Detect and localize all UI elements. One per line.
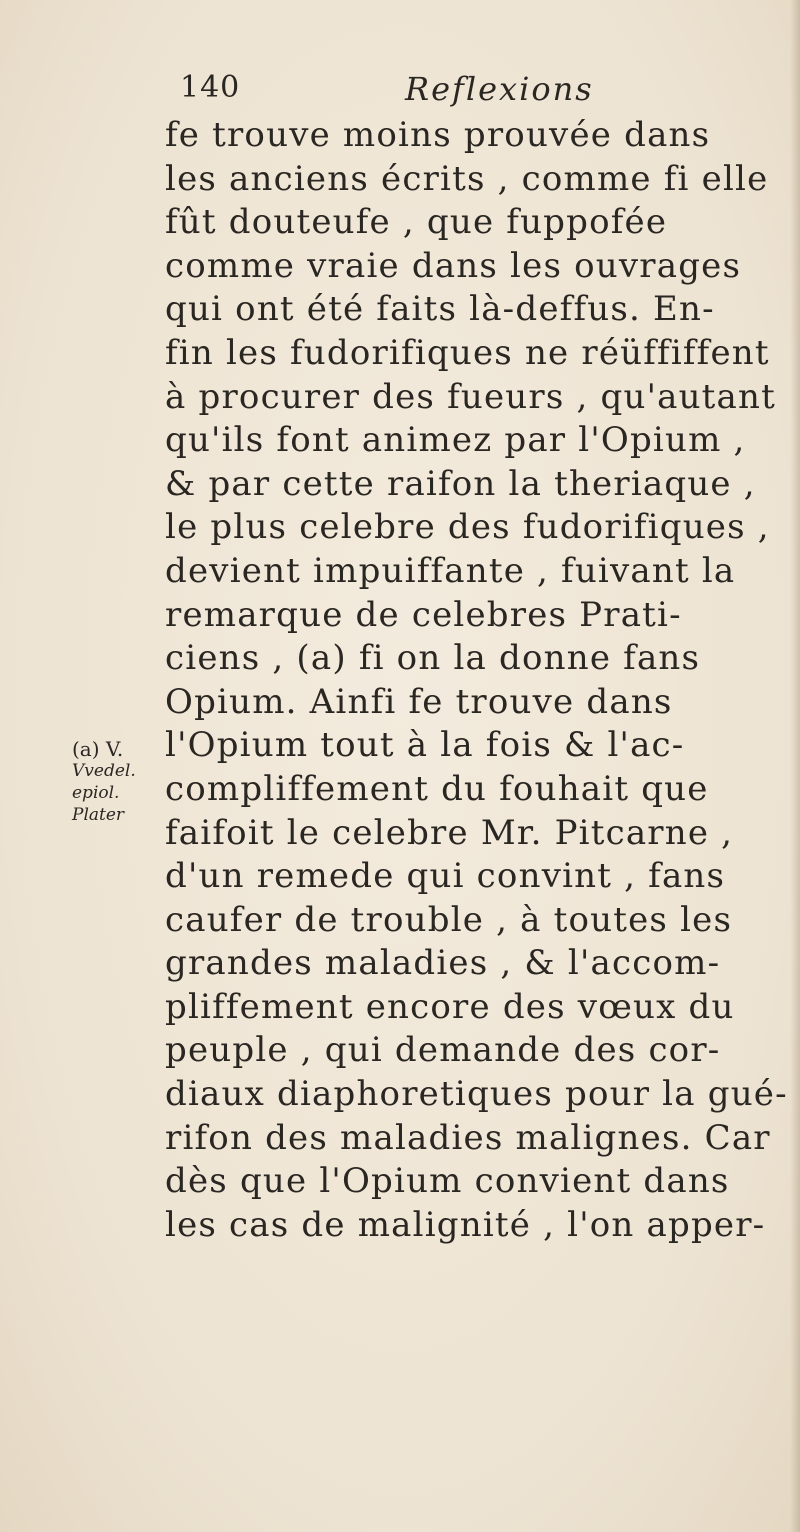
text-line: d'un remede qui convint , fans	[165, 856, 726, 897]
page-header	[180, 70, 760, 110]
text-line: fin les fudorifiques ne réüffiffent	[165, 332, 770, 373]
text-line: comme vraie dans les ouvrages	[165, 245, 742, 286]
text-line: pliffement encore des vœux du	[165, 986, 735, 1027]
text-line: les cas de malignité , l'on apper-	[165, 1204, 766, 1245]
text-line: les anciens écrits , comme fi elle	[165, 158, 769, 199]
text-line: peuple , qui demande des cor-	[165, 1030, 721, 1071]
text-line: ciens , (a) fi on la donne fans	[165, 638, 701, 679]
text-line: le plus celebre des fudorifiques ,	[165, 507, 770, 548]
running-title: Reflexions	[405, 70, 594, 108]
text-line: fe trouve moins prouvée dans	[165, 115, 711, 155]
text-line: caufer de trouble , à toutes les	[165, 899, 733, 940]
text-line: remarque de celebres Prati-	[165, 594, 682, 635]
text-line: grandes maladies , & l'accom-	[165, 943, 721, 984]
margin-note-line: Vvedel.	[72, 761, 136, 781]
text-line: diaux diaphoretiques pour la gué-	[165, 1074, 788, 1115]
text-line: à procurer des fueurs , qu'autant	[165, 376, 776, 417]
margin-note-line: epiol.	[72, 783, 120, 803]
text-line: dès que l'Opium convient dans	[165, 1161, 730, 1202]
text-line: & par cette raifon la theriaque ,	[165, 463, 756, 504]
text-line: rifon des maladies malignes. Car	[165, 1117, 771, 1158]
margin-note-line: (a) V.	[72, 737, 124, 761]
text-line: l'Opium tout à la fois & l'ac-	[165, 725, 685, 766]
text-line: Opium. Ainfi fe trouve dans	[165, 681, 673, 722]
text-line: qui ont été faits là-deffus. En-	[165, 289, 715, 330]
text-line: compliffement du fouhait que	[165, 768, 709, 809]
page-number: 140	[180, 70, 241, 105]
text-line: qu'ils font animez par l'Opium ,	[165, 420, 746, 461]
margin-note-line: Plater	[72, 805, 125, 825]
text-line: fût douteufe , que fuppofée	[165, 202, 668, 243]
body-text	[165, 114, 795, 1247]
text-line: faifoit le celebre Mr. Pitcarne ,	[165, 812, 734, 853]
text-line: devient impuiffante , fuivant la	[165, 550, 736, 591]
margin-note	[72, 738, 162, 826]
